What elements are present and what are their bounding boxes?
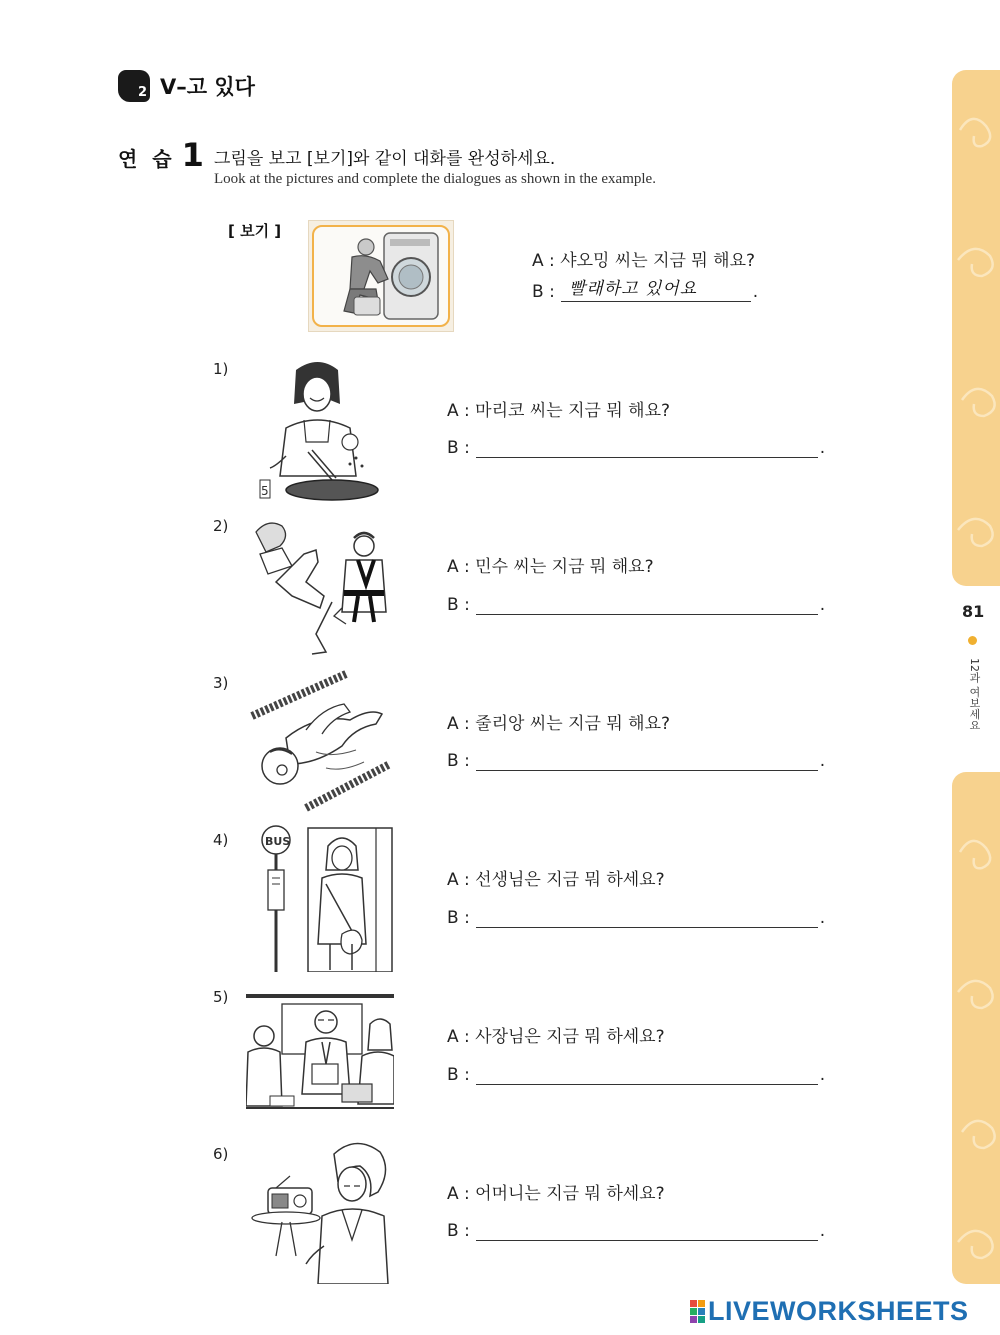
item-question: A : 민수 씨는 지금 뭐 해요? — [447, 557, 654, 577]
item-question: A : 마리코 씨는 지금 뭐 해요? — [447, 401, 671, 421]
answer-prefix: B : — [447, 1065, 470, 1085]
example-question: A : 샤오밍 씨는 지금 뭐 해요? — [532, 251, 756, 271]
answer-period: . — [819, 438, 826, 458]
page-number: 81 — [962, 602, 985, 621]
example-answer-row — [532, 279, 759, 302]
side-decoration-bottom — [952, 772, 1000, 1284]
answer-input[interactable] — [476, 909, 818, 928]
answer-input[interactable] — [476, 752, 818, 771]
chapter-title: 12과 여보세요 — [968, 658, 981, 731]
answer-prefix: B : — [447, 908, 470, 928]
item-answer-row — [447, 908, 825, 928]
answer-input[interactable] — [476, 1222, 818, 1241]
section-badge: 2 — [118, 70, 150, 102]
cloud-pattern-icon — [952, 772, 1000, 1284]
item-number: 5) — [213, 988, 229, 1006]
example-illustration — [308, 220, 454, 332]
answer-prefix: B : — [447, 751, 470, 771]
item-number: 4) — [213, 831, 229, 849]
page-dot — [968, 636, 977, 645]
answer-period: . — [819, 908, 826, 928]
example-answer-period: . — [752, 282, 759, 302]
example-answer-text: 빨래하고 있어요 — [568, 279, 698, 299]
item-question: A : 어머니는 지금 뭐 하세요? — [447, 1184, 665, 1204]
answer-input[interactable] — [476, 596, 818, 615]
answer-input[interactable] — [476, 439, 818, 458]
example-answer-blank — [561, 279, 751, 302]
bus-stop-illustration — [246, 824, 394, 972]
item-number: 1) — [213, 360, 229, 378]
brand-logo-icon — [690, 1300, 705, 1323]
section-heading — [118, 70, 255, 102]
meeting-illustration — [246, 980, 394, 1128]
radio-illustration — [246, 1136, 394, 1284]
item-answer-row — [447, 751, 825, 771]
item-answer-row — [447, 438, 825, 458]
answer-period: . — [819, 751, 826, 771]
section-title: V–고 있다 — [160, 75, 255, 99]
item-answer-row — [447, 1065, 825, 1085]
exercise-label — [118, 136, 204, 174]
answer-prefix: B : — [447, 438, 470, 458]
side-decoration-top — [952, 70, 1000, 586]
item-question: A : 줄리앙 씨는 지금 뭐 해요? — [447, 714, 671, 734]
answer-input[interactable] — [476, 1066, 818, 1085]
answer-period: . — [819, 1065, 826, 1085]
item-question: A : 사장님은 지금 뭐 하세요? — [447, 1027, 665, 1047]
answer-period: . — [819, 1221, 826, 1241]
item-question: A : 선생님은 지금 뭐 하세요? — [447, 870, 665, 890]
item-answer-row — [447, 1221, 825, 1241]
taekwondo-illustration — [246, 512, 394, 660]
cloud-pattern-icon — [952, 70, 1000, 586]
cooking-illustration — [246, 356, 394, 504]
instruction-korean: 그림을 보고 [보기]와 같이 대화를 완성하세요. — [214, 149, 556, 169]
answer-prefix: B : — [447, 595, 470, 615]
answer-period: . — [819, 595, 826, 615]
instruction-english: Look at the pictures and complete the dialogues as shown in the example. — [214, 171, 656, 187]
brand-text: LIVEWORKSHEETS — [708, 1296, 969, 1326]
item-number: 2) — [213, 517, 229, 535]
example-answer-prefix: B : — [532, 282, 555, 302]
item-number: 3) — [213, 674, 229, 692]
bus-sign-text: BUS — [265, 835, 291, 848]
pan-mark: 5 — [261, 484, 269, 498]
liveworksheets-logo[interactable] — [690, 1296, 969, 1327]
item-number: 6) — [213, 1145, 229, 1163]
laundry-illustration — [314, 227, 450, 327]
exercise-number: 1 — [181, 136, 204, 174]
exercise-word: 연 습 — [118, 147, 176, 171]
answer-prefix: B : — [447, 1221, 470, 1241]
swimming-illustration — [246, 668, 394, 816]
item-answer-row — [447, 595, 825, 615]
example-label: [ 보기 ] — [228, 222, 282, 240]
